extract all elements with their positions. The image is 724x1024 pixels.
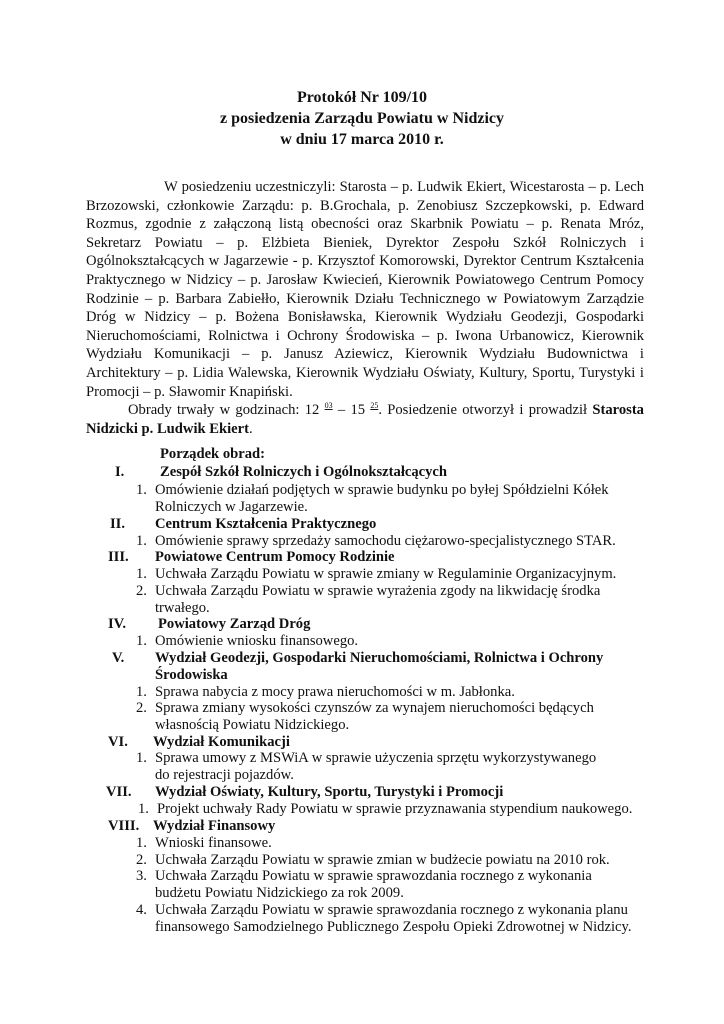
session-chair: Starosta Nidzicki p. Ludwik Ekiert xyxy=(86,402,644,437)
item-text: Sprawa nabycia z mocy prawa nieruchomości w m. Jabłonka. xyxy=(155,684,515,700)
section-number: VII. xyxy=(106,784,132,800)
item-text: do rejestracji pojazdów. xyxy=(155,767,294,783)
title-line-1: Protokół Nr 109/10 xyxy=(296,89,428,106)
item-text: Sprawa zmiany wysokości czynszów za wynajem nieruchomości będących xyxy=(155,700,594,716)
item-number: 1. xyxy=(136,633,147,649)
session-start-minutes: 03 xyxy=(324,401,333,410)
item-text: Uchwała Zarządu Powiatu w sprawie zmiany w Regulaminie Organizacyjnym. xyxy=(155,566,617,582)
item-number: 2. xyxy=(136,700,147,716)
section-number: VIII. xyxy=(108,818,140,834)
item-number: 1. xyxy=(136,482,147,498)
item-number: 1. xyxy=(136,533,147,549)
item-number: 2. xyxy=(136,583,147,599)
section-number: II. xyxy=(110,516,126,532)
session-dash: – 15 xyxy=(337,402,366,418)
item-number: 1. xyxy=(138,801,149,817)
attendance-paragraph xyxy=(86,178,644,401)
section-title: Powiatowy Zarząd Dróg xyxy=(158,616,311,632)
section-number: III. xyxy=(108,549,129,565)
section-number: IV. xyxy=(108,616,126,632)
agenda-title: Porządek obrad: xyxy=(160,446,265,462)
item-text: Uchwała Zarządu Powiatu w sprawie zmian w budżecie powiatu na 2010 rok. xyxy=(155,852,610,868)
item-text: Uchwała Zarządu Powiatu w sprawie sprawozdania rocznego z wykonania planu xyxy=(155,902,628,918)
section-title: Wydział Geodezji, Gospodarki Nieruchomościami, Rolnictwa i Ochrony xyxy=(155,650,604,666)
section-number: V. xyxy=(112,650,125,666)
session-end: . xyxy=(249,420,253,437)
attendance-text: W posiedzeniu uczestniczyli: Starosta – p. Ludwik Ekiert, Wicestarosta – p. Lech Brzozowski, członkowie Zarządu: p. B.Grochala, p. Zenobiusz Szczepkowski, p. Edward Rozmus, zgodnie z załączoną listą obecności oraz Skarbnik Powiatu – p. Renata Mróz, Sekretarz Powiatu – p. Elżbieta Bieniek, Dyrektor Zespołu Szkół Rolniczych i Ogólnokształcących w Jagarzewie - p. Krzysztof Komorowski, Dyrektor Centrum Kształcenia Praktycznego w Nidzicy – p. Jarosław Kwiecień, Kierownik Powiatowego Centrum Pomocy Rodzinie – p. Barbara Zabiełło, Kierownik Działu Technicznego w Powiatowym Zarządzie Dróg w Nidzicy – p. Bożena Bonisławska, Kierownik Wydziału Geodezji, Gospodarki Nieruchomościami, Rolnictwa i Ochrony Środowiska – p. Iwona Urbanowicz, Kierownik Wydziału Komunikacji – p. Janusz Aziewicz, Kierownik Wydziału Budownictwa i Architektury – p. Lidia Walewska, Kierownik Wydziału Oświaty, Kultury, Sportu, Turystyki i Promocji – p. Sławomir Knapiński. xyxy=(86,179,644,400)
item-text: własnością Powiatu Nidzickiego. xyxy=(155,717,350,733)
item-number: 4. xyxy=(136,902,147,918)
section-number: VI. xyxy=(108,734,128,750)
session-middle: . Posiedzenie otworzył i prowadził xyxy=(378,402,588,418)
item-number: 1. xyxy=(136,750,147,766)
item-number: 1. xyxy=(136,684,147,700)
session-paragraph xyxy=(86,397,644,438)
item-number: 1. xyxy=(136,566,147,582)
section-title: Powiatowe Centrum Pomocy Rodzinie xyxy=(155,549,395,565)
item-text: Omówienie działań podjętych w sprawie budynku po byłej Spółdzielni Kółek xyxy=(155,482,609,498)
section-title: Wydział Oświaty, Kultury, Sportu, Turystyki i Promocji xyxy=(155,784,504,800)
item-text: Uchwała Zarządu Powiatu w sprawie wyrażenia zgody na likwidację środka xyxy=(155,583,601,599)
item-text: Rolniczych w Jagarzewie. xyxy=(155,499,308,515)
section-title: Wydział Komunikacji xyxy=(153,734,290,750)
section-title-continued: Środowiska xyxy=(155,667,228,683)
item-text: Uchwała Zarządu Powiatu w sprawie sprawozdania rocznego z wykonania xyxy=(155,868,592,884)
item-text: Sprawa umowy z MSWiA w sprawie użyczenia sprzętu wykorzystywanego xyxy=(155,750,597,766)
item-number: 3. xyxy=(136,868,147,884)
section-title: Wydział Finansowy xyxy=(153,818,276,834)
item-text: finansowego Samodzielnego Publicznego Zespołu Opieki Zdrowotnej w Nidzicy. xyxy=(155,919,632,935)
item-text: Wnioski finansowe. xyxy=(155,835,272,851)
title-line-2: z posiedzenia Zarządu Powiatu w Nidzicy xyxy=(220,110,504,127)
section-title: Centrum Kształcenia Praktycznego xyxy=(155,516,377,532)
title-line-3: w dniu 17 marca 2010 r. xyxy=(280,131,444,148)
item-number: 1. xyxy=(136,835,147,851)
item-text: Omówienie wniosku finansowego. xyxy=(155,633,359,649)
item-number: 2. xyxy=(136,852,147,868)
item-text: budżetu Powiatu Nidzickiego za rok 2009. xyxy=(155,885,404,901)
section-title: Zespół Szkół Rolniczych i Ogólnokształcących xyxy=(160,464,448,480)
item-text: Projekt uchwały Rady Powiatu w sprawie przyznawania stypendium naukowego. xyxy=(157,801,633,817)
session-prefix: Obrady trwały w godzinach: 12 xyxy=(128,402,320,418)
session-end-minutes: 25 xyxy=(370,401,379,410)
section-number: I. xyxy=(115,464,125,480)
item-text: trwałego. xyxy=(155,600,210,616)
item-text: Omówienie sprawy sprzedaży samochodu ciężarowo-specjalistycznego STAR. xyxy=(155,533,616,549)
